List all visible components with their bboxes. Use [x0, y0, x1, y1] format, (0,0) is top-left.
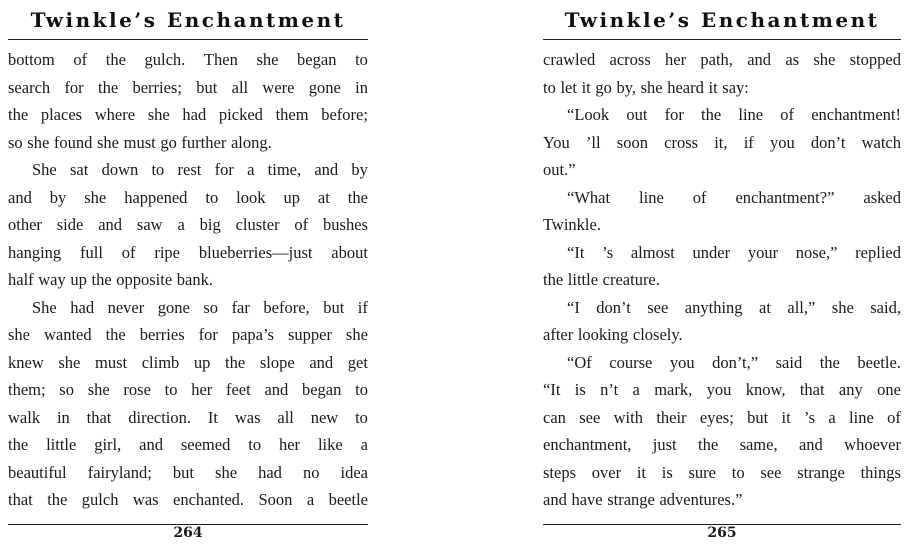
- text-line: steps over it is sure to see strange things: [543, 462, 901, 482]
- text-line: “Look out for the line of enchantment!: [567, 105, 901, 124]
- text-line: to let it go by, she heard it say:: [543, 77, 749, 97]
- paragraph: [8, 294, 368, 514]
- text-line: beautiful fairyland; but she had no idea: [8, 462, 368, 482]
- page-body: [543, 46, 901, 514]
- paragraph: [543, 294, 901, 349]
- paragraph: [8, 156, 368, 294]
- text-line: she wanted the berries for papa’s supper she: [8, 325, 368, 344]
- paragraph: [543, 101, 901, 184]
- text-line: “I don’t see anything at all,” she said,: [567, 297, 901, 317]
- page-number: 265: [707, 525, 737, 541]
- text-line: crawled across her path, and as she stopped: [543, 50, 901, 69]
- text-line: knew she must climb up the slope and get: [8, 352, 368, 372]
- running-header: Twinkle’s Enchantment: [30, 8, 346, 32]
- text-line: walk in that direction. It was all new to: [8, 407, 368, 427]
- text-line: and by she happened to look up at the: [8, 187, 368, 207]
- running-header: Twinkle’s Enchantment: [564, 8, 880, 32]
- text-line: “It is n’t a mark, you know, that any one: [543, 380, 901, 399]
- text-line: hanging full of ripe blueberries—just about: [8, 242, 368, 262]
- text-line: She sat down to rest for a time, and by: [32, 160, 368, 179]
- text-line: after looking closely.: [543, 325, 683, 344]
- text-line: bottom of the gulch. Then she began to: [8, 50, 368, 69]
- paragraph: [543, 184, 901, 239]
- text-line: so she found she must go further along.: [8, 132, 272, 152]
- header-rule: [8, 39, 368, 40]
- text-line: “Of course you don’t,” said the beetle.: [567, 352, 901, 372]
- text-line: “What line of enchantment?” asked: [567, 187, 901, 207]
- page-number: 264: [173, 525, 203, 541]
- text-line: other side and saw a big cluster of bushes: [8, 215, 368, 234]
- text-line: the places where she had picked them before;: [8, 105, 368, 124]
- text-line: them; so she rose to her feet and began to: [8, 380, 368, 399]
- text-line: She had never gone so far before, but if: [32, 297, 368, 317]
- paragraph: [543, 239, 901, 294]
- text-line: enchantment, just the same, and whoever: [543, 435, 901, 454]
- text-line: You ’ll soon cross it, if you don’t watch: [543, 132, 901, 152]
- text-line: out.”: [543, 160, 576, 179]
- text-line: the little creature.: [543, 270, 660, 289]
- text-line: the little girl, and seemed to her like a: [8, 435, 368, 454]
- text-line: Twinkle.: [543, 215, 601, 234]
- text-line: search for the berries; but all were gone in: [8, 77, 368, 97]
- text-line: can see with their eyes; but it ’s a line of: [543, 407, 901, 427]
- text-line: that the gulch was enchanted. Soon a beetle: [8, 490, 368, 509]
- paragraph: [543, 46, 901, 101]
- text-line: half way up the opposite bank.: [8, 270, 213, 289]
- paragraph: [8, 46, 368, 156]
- right-page: [543, 0, 901, 548]
- left-page: [8, 0, 368, 548]
- text-line: “It ’s almost under your nose,” replied: [567, 242, 901, 262]
- text-line: and have strange adventures.”: [543, 490, 743, 509]
- header-rule: [543, 39, 901, 40]
- page-body: [8, 46, 368, 514]
- paragraph: [543, 349, 901, 514]
